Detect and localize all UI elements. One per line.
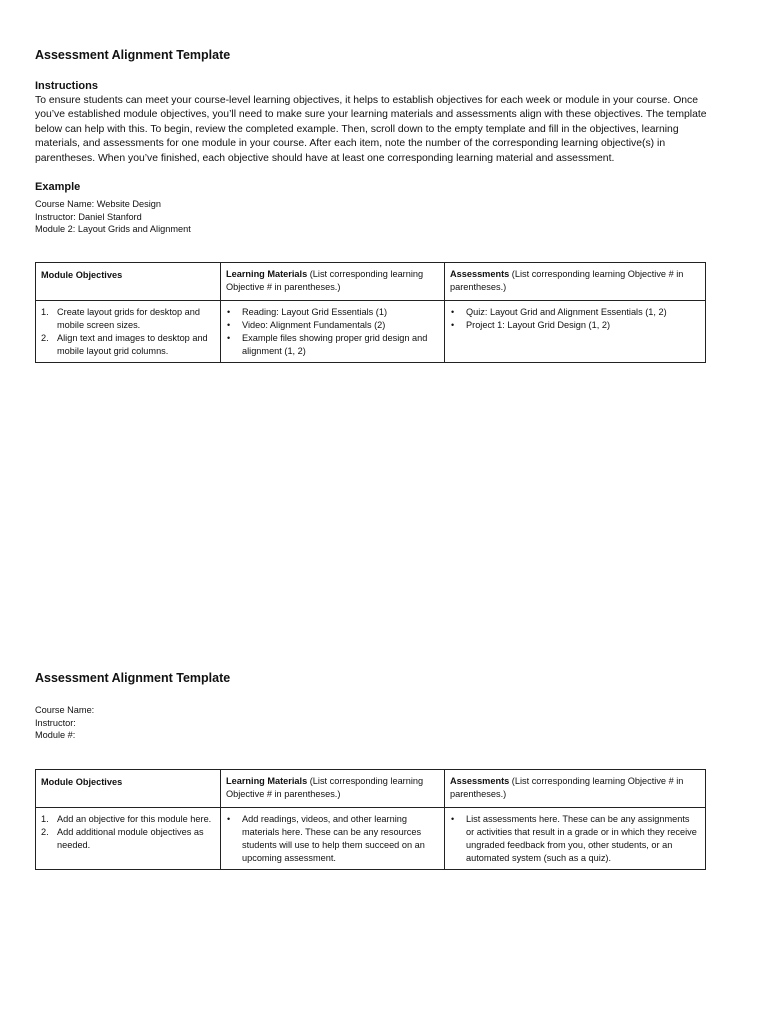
bullet-icon: • [227,307,231,317]
assessments-cell [445,301,706,363]
item-number: 1. [41,307,49,317]
item-text: List assessments here. These can be any assignments or activities that result in a grade or in which they receive ungraded feedback from you, other students, or an automated system (such as a quiz). [466,814,697,863]
example-heading: Example [35,181,81,193]
assessments-cell[interactable] [445,808,706,870]
header-label: Assessments [450,269,510,279]
example-alignment-table [35,262,706,363]
module-objectives-header [36,770,221,808]
module-objectives-header [36,263,221,301]
list-item [41,826,215,852]
table-header-row [36,263,706,301]
bullet-icon: • [227,320,231,330]
item-text: Add readings, videos, and other learning materials here. These can be any resources students will use to help them succeed on an upcoming assessment. [242,814,425,863]
example-title-block [35,47,707,63]
template-course-info [35,704,707,742]
objectives-cell [36,301,221,363]
header-note: (List corresponding learning Objective # in parentheses.) [450,269,684,292]
materials-list [226,813,439,865]
list-item [226,306,439,319]
instructor-line: Instructor: [35,717,76,728]
header-label: Learning Materials [226,269,308,279]
materials-cell[interactable] [221,808,445,870]
list-item [450,813,700,865]
bullet-icon: • [227,814,231,824]
instructions-heading: Instructions [35,80,98,92]
course-name-line: Course Name: Website Design [35,199,161,209]
bullet-icon: • [451,320,455,330]
header-note: (List corresponding learning Objective # in parentheses.) [226,776,424,799]
list-item [450,306,700,319]
item-number: 1. [41,814,49,824]
table-row [36,808,706,870]
header-note: (List corresponding learning Objective # in parentheses.) [450,776,684,799]
bullet-icon: • [451,307,455,317]
assessments-list [450,813,700,865]
objectives-list [41,813,215,852]
course-name-line: Course Name: [35,705,95,715]
header-label: Module Objectives [41,777,123,787]
template-alignment-table [35,769,706,870]
header-label: Module Objectives [41,270,123,280]
item-text: Add additional module objectives as needed. [57,827,204,850]
header-label: Learning Materials [226,776,308,786]
page-title: Assessment Alignment Template [35,48,231,62]
instructions-paragraph: To ensure students can meet your course-level learning objectives, it helps to establish objectives for each week or module in your course. Once you’ve established module objectives, you’ll need to make sure your learning materials and assessments align with these objectives. The template below can help with this. To begin, review the completed example. Then, scroll down to the empty template and fill in the objectives, learning materials, and assessments for one module in your course. After each item, note the number of the corresponding learning objective(s) in parentheses. When you’ve finished, each objective should have at least one corresponding learning material and assessment. [35,95,707,164]
list-item [41,813,215,826]
list-item [450,319,700,332]
item-text: Video: Alignment Fundamentals (2) [242,320,386,330]
list-item [226,319,439,332]
module-line: Module 2: Layout Grids and Alignment [35,224,191,235]
item-text: Add an objective for this module here. [57,814,212,824]
list-item [41,332,215,358]
list-item [226,332,439,358]
learning-materials-header [221,263,445,301]
assessments-header [445,770,706,808]
materials-list [226,306,439,358]
header-label: Assessments [450,776,510,786]
objectives-cell[interactable] [36,808,221,870]
instructions-section [35,79,707,166]
item-number: 2. [41,827,49,837]
objectives-list [41,306,215,358]
item-text: Example files showing proper grid design and alignment (1, 2) [242,333,428,356]
template-title-block [35,670,707,686]
page-title: Assessment Alignment Template [35,671,231,685]
list-item [41,306,215,332]
learning-materials-header [221,770,445,808]
table-header-row [36,770,706,808]
table-row [36,301,706,363]
item-number: 2. [41,333,49,343]
bullet-icon: • [451,814,455,824]
header-note: (List corresponding learning Objective # in parentheses.) [226,269,424,292]
bullet-icon: • [227,333,231,343]
item-text: Quiz: Layout Grid and Alignment Essentials (1, 2) [466,307,667,317]
module-line: Module #: [35,730,76,741]
item-text: Create layout grids for desktop and mobile screen sizes. [57,307,200,330]
assessments-list [450,306,700,332]
item-text: Project 1: Layout Grid Design (1, 2) [466,320,611,330]
example-section [35,180,707,236]
list-item [226,813,439,865]
item-text: Align text and images to desktop and mobile layout grid columns. [57,333,208,356]
item-text: Reading: Layout Grid Essentials (1) [242,307,388,317]
assessments-header [445,263,706,301]
materials-cell [221,301,445,363]
instructor-line: Instructor: Daniel Stanford [35,211,142,222]
